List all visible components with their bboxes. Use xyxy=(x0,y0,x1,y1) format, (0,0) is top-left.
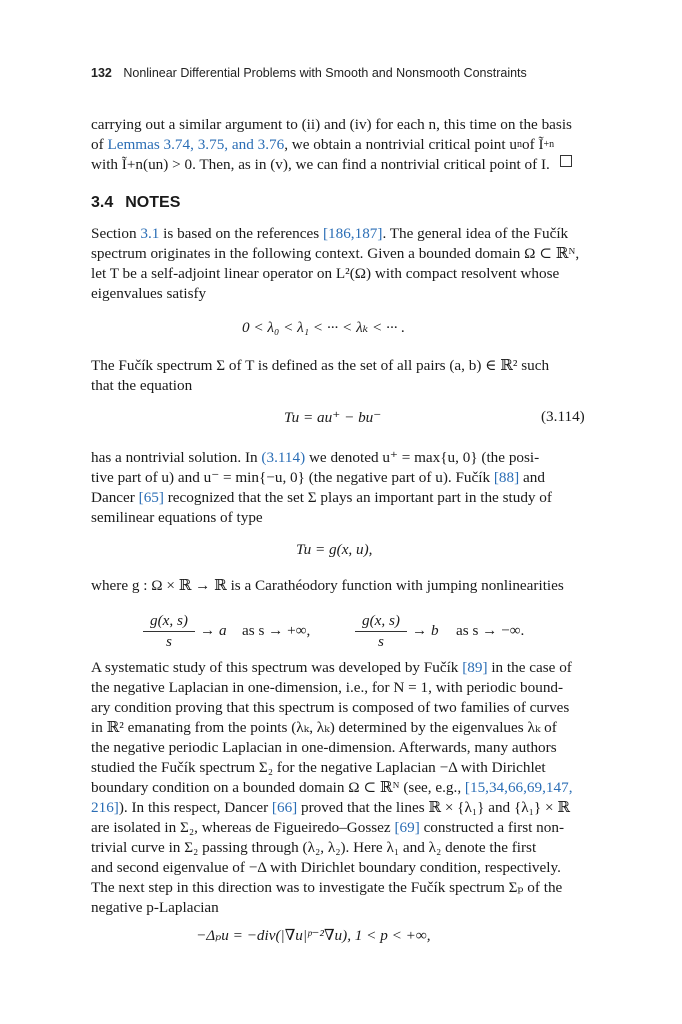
equation-number: (3.114) xyxy=(541,408,585,425)
text-line: tive part of u) and u⁻ = min{−u, 0} (the negative part of u). Fučík [88] and xyxy=(91,469,545,486)
limit-right-arrow: → b xyxy=(412,622,439,639)
text-line: with Ĩ+n(un) > 0. Then, as in (v), we can find a nontrivial critical point of I. xyxy=(91,155,590,175)
text-line: let T be a self-adjoint linear operator on L²(Ω) with compact resolvent whose xyxy=(91,265,560,282)
qed-symbol xyxy=(560,155,572,167)
text-line: of Lemmas 3.74, 3.75, and 3.76 , we obtain a nontrivial critical point u n of Ĩ +n xyxy=(91,136,555,153)
reference-link[interactable]: [89] xyxy=(462,659,488,676)
fraction-left: $\frac{g(x, s)}{s}$ xyxy=(143,611,195,652)
fraction-right: $\frac{g(x, s)}{s}$ xyxy=(355,611,407,652)
section-heading xyxy=(91,194,180,212)
text-line: carrying out a similar argument to (ii) and (iv) for each n, this time on the basis xyxy=(91,116,572,133)
paragraph-proof-end xyxy=(91,115,590,175)
text-line: that the equation xyxy=(91,377,193,394)
text-line: The next step in this direction was to investigate the Fučík spectrum Σₚ of the xyxy=(91,879,563,896)
reference-link[interactable]: [69] xyxy=(394,819,420,836)
text-line: The Fučík spectrum Σ of T is defined as the set of all pairs (a, b) ∈ ℝ² such xyxy=(91,357,550,374)
text-line: Section 3.1 is based on the references [186,187] . The general idea of the Fučík xyxy=(91,225,569,242)
lemma-link[interactable]: Lemmas 3.74, 3.75, and 3.76 xyxy=(107,136,285,153)
reference-link[interactable]: [65] xyxy=(138,489,164,506)
paragraph-caratheodory xyxy=(91,576,590,596)
text-line: where g : Ω × ℝ → ℝ is a Carathéodory function with jumping nonlinearities xyxy=(91,577,564,594)
text-line: eigenvalues satisfy xyxy=(91,285,207,302)
paragraph-notes-intro xyxy=(91,224,590,304)
running-title: Nonlinear Differential Problems with Smooth and Nonsmooth Constraints xyxy=(123,66,527,80)
limit-right-condition: as s → −∞. xyxy=(456,622,525,639)
section-link[interactable]: 3.1 xyxy=(140,225,160,242)
paragraph-systematic-study xyxy=(91,658,590,918)
text-line: negative p-Laplacian xyxy=(91,899,219,916)
text-line: Dancer [65] recognized that the set Σ plays an important part in the study of xyxy=(91,489,552,506)
equation-p-laplacian: −Δₚu = −div(|∇u|ᵖ⁻²∇u), 1 < p < +∞, xyxy=(196,927,431,944)
equation-link[interactable]: (3.114) xyxy=(261,449,306,466)
equation-semilinear: Tu = g(x, u), xyxy=(296,541,373,558)
reference-link[interactable]: [88] xyxy=(493,469,520,486)
reference-link[interactable]: [186,187] xyxy=(322,225,383,242)
text-line: the negative Laplacian in one-dimension, i.e., for N = 1, with periodic bound- xyxy=(91,679,564,696)
running-header xyxy=(91,66,527,80)
equation-eigenvalues: 0 < λ₀ < λ₁ < ··· < λₖ < ··· . xyxy=(242,319,406,336)
text-line: spectrum originates in the following context. Given a bounded domain Ω ⊂ ℝᴺ, xyxy=(91,245,580,262)
text-line: semilinear equations of type xyxy=(91,509,263,526)
reference-link[interactable]: [15,34,66,69,147, xyxy=(464,779,573,796)
text-line: has a nontrivial solution. In (3.114) we denoted u⁺ = max{u, 0} (the posi- xyxy=(91,449,540,466)
text-line: studied the Fučík spectrum Σ₂ for the negative Laplacian −Δ with Dirichlet xyxy=(91,759,546,776)
text-line: A systematic study of this spectrum was developed by Fučík [89] in the case of xyxy=(91,659,572,676)
paragraph-nontrivial xyxy=(91,448,590,528)
reference-link[interactable]: 216] xyxy=(91,799,119,816)
text-line: and second eigenvalue of −Δ with Dirichlet boundary condition, respectively. xyxy=(91,859,561,876)
limit-left-condition: as s → +∞, xyxy=(242,622,311,639)
limit-left-arrow: → a xyxy=(200,622,227,639)
text-line: ary condition proving that this spectrum is composed of two families of curves xyxy=(91,699,570,716)
text-line: the negative periodic Laplacian in one-dimension. Afterwards, many authors xyxy=(91,739,557,756)
text-line: are isolated in Σ₂, whereas de Figueiredo–Gossez [69] constructed a first non- xyxy=(91,819,565,836)
text-line: in ℝ² emanating from the points (λₖ, λₖ) determined by the eigenvalues λₖ of xyxy=(91,719,557,736)
section-number: 3.4 xyxy=(91,194,114,211)
reference-link[interactable]: [66] xyxy=(271,799,298,816)
paragraph-fucik-def xyxy=(91,356,590,396)
text-line: 216] ). In this respect, Dancer [66] proved that the lines ℝ × {λ₁} and {λ₁} × ℝ xyxy=(91,799,570,816)
text-line: trivial curve in Σ₂ passing through (λ₂, λ₂). Here λ₁ and λ₂ denote the first xyxy=(91,839,537,856)
text-line: boundary condition on a bounded domain Ω ⊂ ℝᴺ (see, e.g., [15,34,66,69,147, xyxy=(91,779,573,796)
page-number: 132 xyxy=(91,66,112,80)
section-title-text: NOTES xyxy=(125,194,181,211)
equation-3-114: Tu = au⁺ − bu⁻ xyxy=(284,409,382,426)
